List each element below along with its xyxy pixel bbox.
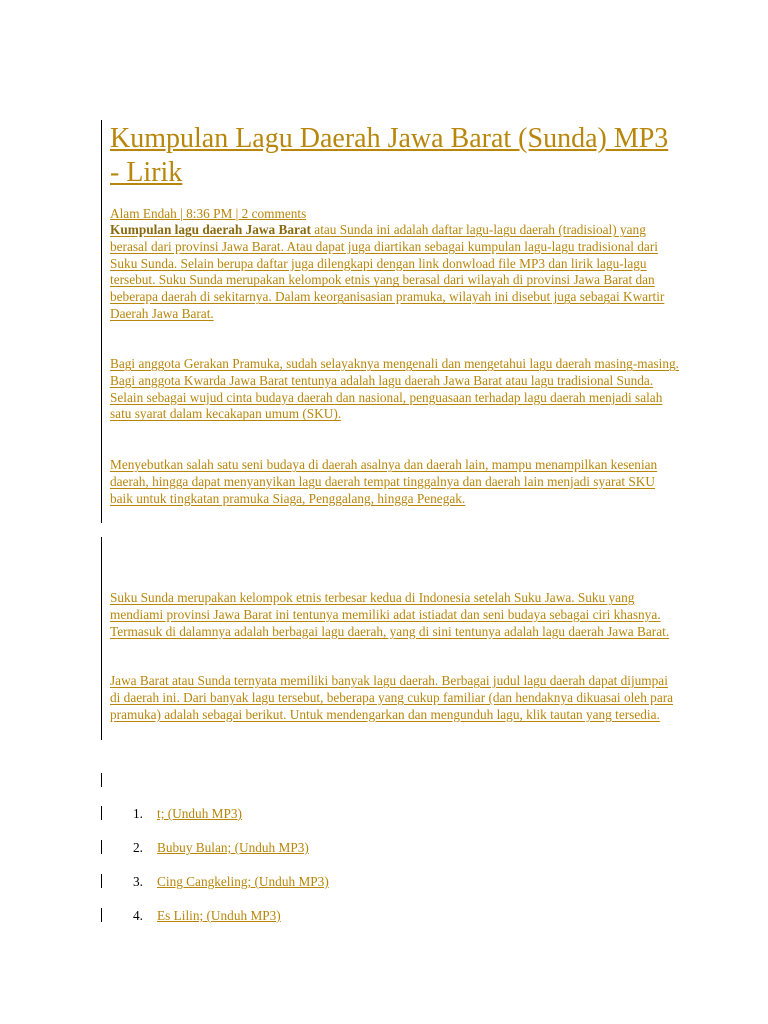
post-meta-link[interactable]: Alam Endah | 8:36 PM | 2 comments	[110, 206, 307, 221]
page-title[interactable]: Kumpulan Lagu Daerah Jawa Barat (Sunda) MP3 - Lirik	[110, 123, 669, 188]
intro-rest-text: atau Sunda ini adalah daftar lagu-lagu daerah (tradisioal) yang berasal dari provinsi Jawa Barat. Atau dapat juga diartikan sebagai kumpulan lagu-lagu tradisional dari Suku Sunda. Selain berupa daftar juga dilengkapi dengan link donwload file MP3 dan lirik lagu-lagu tersebut. Suku Sunda merupakan kelompok etnis yang berasal dari wilayah di provinsi Jawa Barat dan beberapa daerah di sekitarnya. Dalam keorganisasian pramuka, wilayah ini disebut juga sebagai Kwartir Daerah Jawa Barat.	[110, 222, 665, 321]
list-number: 3.	[133, 874, 143, 889]
list-number: 2.	[133, 840, 143, 855]
paragraph-5-link[interactable]: Jawa Barat atau Sunda ternyata memiliki banyak lagu daerah. Berbagai judul lagu daerah dapat dijumpai di daerah ini. Dari banyak lagu tersebut, beberapa yang cukup familiar (dan hendaknya dikuasai oleh para pramuka) adalah sebagai berikut. Untuk mendengarkan dan mengunduh lagu, klik tautan yang tersedia.	[110, 673, 674, 722]
margin-bar-item-1	[101, 806, 102, 820]
margin-bar-item-2	[101, 840, 102, 854]
margin-bar-gap	[101, 773, 102, 787]
margin-bar-section	[101, 537, 102, 740]
intro-bold-text: Kumpulan lagu daerah Jawa Barat	[110, 222, 311, 237]
list-number: 4.	[133, 908, 143, 923]
margin-bar-item-3	[101, 874, 102, 888]
margin-bar-main	[101, 120, 102, 523]
paragraph-4-link[interactable]: Suku Sunda merupakan kelompok etnis terbesar kedua di Indonesia setelah Suku Jawa. Suku yang mendiami provinsi Jawa Barat ini tentunya memiliki adat istiadat dan seni budaya sebagai ciri khasnya. Termasuk di dalamnya adalah berbagai lagu daerah, yang di sini tentunya adalah lagu daerah Jawa Barat.	[110, 590, 670, 639]
song-link[interactable]: Es Lilin; (Unduh MP3)	[157, 908, 281, 923]
margin-bar-item-4	[101, 908, 102, 922]
song-link[interactable]: Bubuy Bulan; (Unduh MP3)	[157, 840, 309, 855]
intro-paragraph	[110, 222, 680, 323]
song-link[interactable]: Cing Cangkeling; (Unduh MP3)	[157, 874, 329, 889]
paragraph-3-link[interactable]: Menyebutkan salah satu seni budaya di daerah asalnya dan daerah lain, mampu menampilkan kesenian daerah, hingga dapat menyanyikan lagu daerah tempat tinggalnya dan daerah lain menjadi syarat SKU baik untuk tingkatan pramuka Siaga, Penggalang, hingga Penegak.	[110, 457, 658, 506]
song-link[interactable]: t; (Unduh MP3)	[157, 806, 242, 821]
list-number: 1.	[133, 806, 143, 821]
paragraph-2-link[interactable]: Bagi anggota Gerakan Pramuka, sudah selayaknya mengenali dan mengetahui lagu daerah masing-masing. Bagi anggota Kwarda Jawa Barat tentunya adalah lagu daerah Jawa Barat atau lagu tradisional Sunda. Selain sebagai wujud cinta budaya daerah dan nasional, penguasaan terhadap lagu daerah menjadi salah satu syarat dalam kecakapan umum (SKU).	[110, 356, 679, 422]
intro-link[interactable]	[110, 222, 680, 323]
